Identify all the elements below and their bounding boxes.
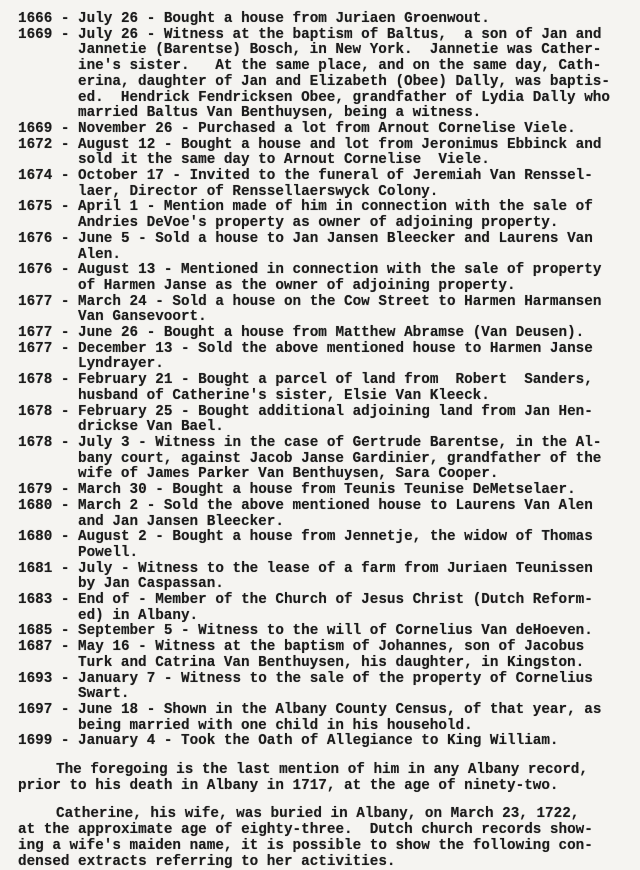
entry-continuation-line: Lyndrayer. <box>78 356 164 373</box>
entry-continuation-line: ine's sister. At the same place, and on the same day, Cath- <box>78 58 602 75</box>
chronology-entry <box>18 624 628 640</box>
chronology-entry <box>18 138 628 169</box>
paragraph-first-line: Catherine, his wife, was buried in Albany, on March 23, 1722, <box>56 806 580 823</box>
entry-first-line: 1669 - November 26 - Purchased a lot from Arnout Cornelise Viele. <box>18 120 576 137</box>
entry-continuation-line: married Baltus Van Benthuysen, being a witness. <box>78 105 482 122</box>
entry-continuation-line: Swart. <box>78 686 130 703</box>
entry-first-line: 1678 - July 3 - Witness in the case of Gertrude Barentse, in the Al- <box>18 434 602 451</box>
entry-continuation-line: being married with one child in his household. <box>78 717 473 734</box>
entry-continuation-line: ed) in Albany. <box>78 607 199 624</box>
chronology-entry <box>18 405 628 436</box>
chronology-entry <box>18 122 628 138</box>
entry-continuation-line: and Jan Jansen Bleecker. <box>78 513 284 530</box>
entry-continuation-line: Van Gansevoort. <box>78 309 207 326</box>
paragraph-first-line: The foregoing is the last mention of him in any Albany record, <box>56 762 588 779</box>
chronology-entry <box>18 530 628 561</box>
entry-first-line: 1669 - July 26 - Witness at the baptism of Baltus, a son of Jan and <box>18 26 602 43</box>
entry-first-line: 1677 - March 24 - Sold a house on the Cow Street to Harmen Harmansen <box>18 293 602 310</box>
closing-paragraph <box>18 763 628 794</box>
closing-paragraph <box>18 807 628 870</box>
entry-continuation-line: by Jan Caspassan. <box>78 576 224 593</box>
entry-first-line: 1672 - August 12 - Bought a house and lot from Jeronimus Ebbinck and <box>18 136 602 153</box>
entry-first-line: 1699 - January 4 - Took the Oath of Allegiance to King William. <box>18 733 559 750</box>
paragraph-line: prior to his death in Albany in 1717, at the age of ninety-two. <box>18 777 559 794</box>
chronology-entry <box>18 373 628 404</box>
chronology-entry <box>18 342 628 373</box>
chronology-entry <box>18 200 628 231</box>
entry-first-line: 1680 - March 2 - Sold the above mentioned house to Laurens Van Alen <box>18 497 593 514</box>
chronology-entry <box>18 499 628 530</box>
entry-first-line: 1674 - October 17 - Invited to the funeral of Jeremiah Van Renssel- <box>18 168 593 185</box>
paragraph-line: at the approximate age of eighty-three. Dutch church records show- <box>18 822 593 839</box>
entry-first-line: 1679 - March 30 - Bought a house from Teunis Teunise DeMetselaer. <box>18 482 576 499</box>
entry-continuation-line: erina, daughter of Jan and Elizabeth (Obee) Dally, was baptis- <box>78 73 610 90</box>
chronology-entry <box>18 640 628 671</box>
entry-first-line: 1666 - July 26 - Bought a house from Juriaen Groenwout. <box>18 11 490 27</box>
entry-continuation-line: Powell. <box>78 544 139 561</box>
entry-continuation-line: sold it the same day to Arnout Cornelise Viele. <box>78 152 490 169</box>
chronology-entry <box>18 232 628 263</box>
chronology-list <box>18 12 628 750</box>
entry-first-line: 1693 - January 7 - Witness to the sale of the property of Cornelius <box>18 670 593 687</box>
entry-first-line: 1676 - June 5 - Sold a house to Jan Jansen Bleecker and Laurens Van <box>18 230 593 247</box>
entry-first-line: 1676 - August 13 - Mentioned in connection with the sale of property <box>18 262 602 279</box>
chronology-entry <box>18 672 628 703</box>
chronology-entry <box>18 593 628 624</box>
chronology-entry <box>18 734 628 750</box>
entry-first-line: 1678 - February 25 - Bought additional adjoining land from Jan Hen- <box>18 403 593 420</box>
entry-first-line: 1678 - February 21 - Bought a parcel of land from Robert Sanders, <box>18 372 593 389</box>
chronology-entry <box>18 12 628 28</box>
entry-continuation-line: ed. Hendrick Fendricksen Obee, grandfather of Lydia Dally who <box>78 89 610 106</box>
chronology-entry <box>18 326 628 342</box>
entry-first-line: 1681 - July - Witness to the lease of a farm from Juriaen Teunissen <box>18 560 593 577</box>
entry-first-line: 1683 - End of - Member of the Church of Jesus Christ (Dutch Reform- <box>18 592 593 609</box>
entry-continuation-line: bany court, against Jacob Janse Gardinier, grandfather of the <box>78 450 602 467</box>
closing-paragraphs <box>18 763 628 870</box>
entry-first-line: 1675 - April 1 - Mention made of him in connection with the sale of <box>18 199 593 216</box>
entry-first-line: 1680 - August 2 - Bought a house from Jennetje, the widow of Thomas <box>18 529 593 546</box>
entry-continuation-line: wife of James Parker Van Benthuysen, Sara Cooper. <box>78 466 499 483</box>
entry-first-line: 1685 - September 5 - Witness to the will of Cornelius Van deHoeven. <box>18 623 593 640</box>
entry-continuation-line: Alen. <box>78 246 121 263</box>
entry-first-line: 1677 - December 13 - Sold the above mentioned house to Harmen Janse <box>18 340 593 357</box>
entry-first-line: 1697 - June 18 - Shown in the Albany County Census, of that year, as <box>18 701 602 718</box>
entry-continuation-line: Jannetie (Barentse) Bosch, in New York. Jannetie was Cather- <box>78 42 602 59</box>
entry-continuation-line: Turk and Catrina Van Benthuysen, his daughter, in Kingston. <box>78 654 585 671</box>
entry-continuation-line: Andries DeVoe's property as owner of adjoining property. <box>78 215 559 232</box>
entry-first-line: 1687 - May 16 - Witness at the baptism of Johannes, son of Jacobus <box>18 639 585 656</box>
paragraph-line: densed extracts referring to her activities. <box>18 853 396 870</box>
chronology-entry <box>18 295 628 326</box>
chronology-entry <box>18 263 628 294</box>
chronology-entry <box>18 703 628 734</box>
chronology-entry <box>18 436 628 483</box>
entry-continuation-line: laer, Director of Renssellaerswyck Colony. <box>78 183 439 200</box>
entry-continuation-line: of Harmen Janse as the owner of adjoining property. <box>78 277 516 294</box>
entry-continuation-line: drickse Van Bael. <box>78 419 224 436</box>
chronology-entry <box>18 562 628 593</box>
chronology-entry <box>18 483 628 499</box>
paragraph-line: ing a wife's maiden name, it is possible to show the following con- <box>18 837 593 854</box>
entry-first-line: 1677 - June 26 - Bought a house from Matthew Abramse (Van Deusen). <box>18 325 585 342</box>
entry-continuation-line: husband of Catherine's sister, Elsie Van Kleeck. <box>78 387 490 404</box>
chronology-entry <box>18 28 628 122</box>
chronology-entry <box>18 169 628 200</box>
